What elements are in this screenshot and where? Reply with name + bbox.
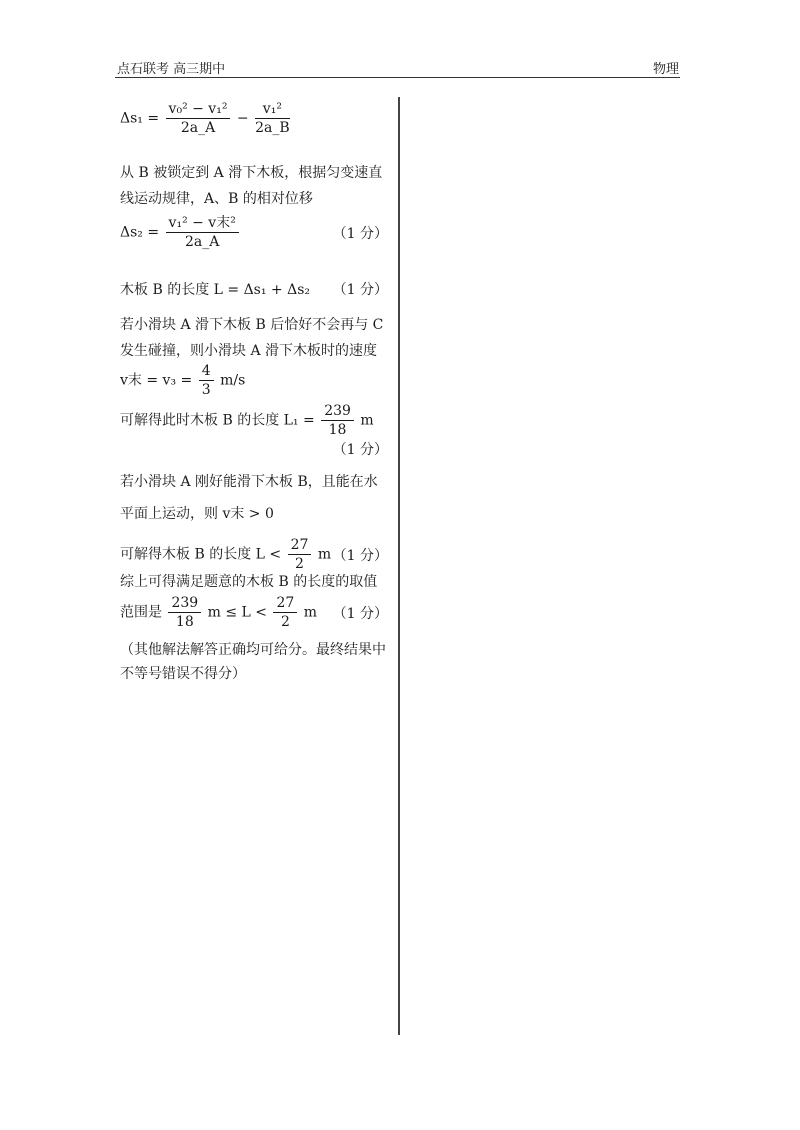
frac-denominator: 2 [280, 614, 290, 630]
eq-ds1-lhs: Δs₁ = [120, 110, 160, 127]
grading-note: （其他解法解答正确均可给分。最终结果中不等号错误不得分） [120, 642, 386, 682]
frac-numerator: v₀² − v₁² [166, 100, 231, 119]
score-mark: （1 分） [332, 442, 388, 458]
eq-range [120, 594, 388, 631]
paragraph-no-collision: 若小滑块 A 滑下木板 B 后恰好不会再与 C 发生碰撞，则小滑块 A 滑下木板时的速度 [120, 317, 384, 359]
eq-l1 [120, 402, 374, 439]
unit: m [360, 412, 374, 429]
header-left: 点石联考 高三期中 [117, 62, 226, 77]
frac-numerator: v₁² − v末² [166, 214, 239, 233]
frac-denominator: 18 [175, 614, 194, 630]
unit: m [303, 604, 318, 621]
length-formula: 木板 B 的长度 L = Δs₁ + Δs₂ [120, 282, 311, 298]
frac-numerator: 239 [321, 402, 354, 421]
frac-denominator: 2a_A [180, 120, 216, 136]
eq-range-frac1 [168, 594, 201, 631]
score-mark: （1 分） [332, 606, 388, 622]
frac-denominator: 2 [295, 556, 304, 572]
score-mark: （1 分） [332, 226, 388, 242]
eq-l1-frac [321, 402, 354, 439]
eq-ds1-frac1 [166, 100, 231, 137]
frac-denominator: 2a_A [185, 234, 220, 250]
frac-numerator: 239 [168, 594, 201, 613]
frac-denominator: 3 [201, 382, 211, 398]
frac-numerator: 27 [288, 536, 312, 555]
paragraph-just-slides: 若小滑块 A 刚好能滑下木板 B，且能在水平面上运动，则 v末 > 0 [120, 474, 378, 522]
unit: m/s [220, 372, 246, 389]
score-mark: （1 分） [332, 282, 388, 298]
frac-numerator: 4 [199, 362, 214, 381]
eq-l2 [120, 536, 388, 573]
score-mark: （1 分） [332, 548, 388, 564]
eq-ds2-lhs: Δs₂ = [120, 224, 160, 241]
frac-denominator: 2a_B [255, 120, 290, 136]
eq-l2-frac [288, 536, 312, 573]
header-subject: 物理 [652, 62, 679, 77]
unit: m [317, 546, 332, 563]
eq-ds1 [120, 100, 292, 137]
eq-range-frac2 [273, 594, 297, 631]
eq-velocity-frac [199, 362, 214, 399]
l2-text: 可解得木板 B 的长度 L < [120, 546, 282, 563]
paragraph-relative-displacement: 从 B 被锁定到 A 滑下木板，根据匀变速直线运动规律，A、B 的相对位移 [120, 165, 383, 207]
eq-ds2-frac [166, 214, 239, 251]
l1-text: 可解得此时木板 B 的长度 L₁ = [120, 412, 315, 429]
frac-numerator: v₁² [255, 100, 290, 119]
range-prefix: 范围是 [120, 604, 162, 621]
column-divider [398, 97, 400, 1035]
eq-ds2 [120, 214, 388, 251]
eq-velocity-lhs: v末 = v₃ = [120, 372, 193, 389]
paragraph-summary: 综上可得满足题意的木板 B 的长度的取值 [120, 574, 378, 590]
frac-numerator: 27 [273, 594, 297, 613]
eq-board-length [120, 280, 388, 300]
eq-final-velocity [120, 362, 245, 399]
eq-minus: − [236, 110, 249, 127]
page-header [117, 56, 679, 77]
frac-denominator: 18 [328, 422, 347, 438]
eq-ds1-frac2 [255, 100, 290, 137]
range-middle: m ≤ L < [207, 604, 268, 621]
header-rule [115, 77, 680, 78]
